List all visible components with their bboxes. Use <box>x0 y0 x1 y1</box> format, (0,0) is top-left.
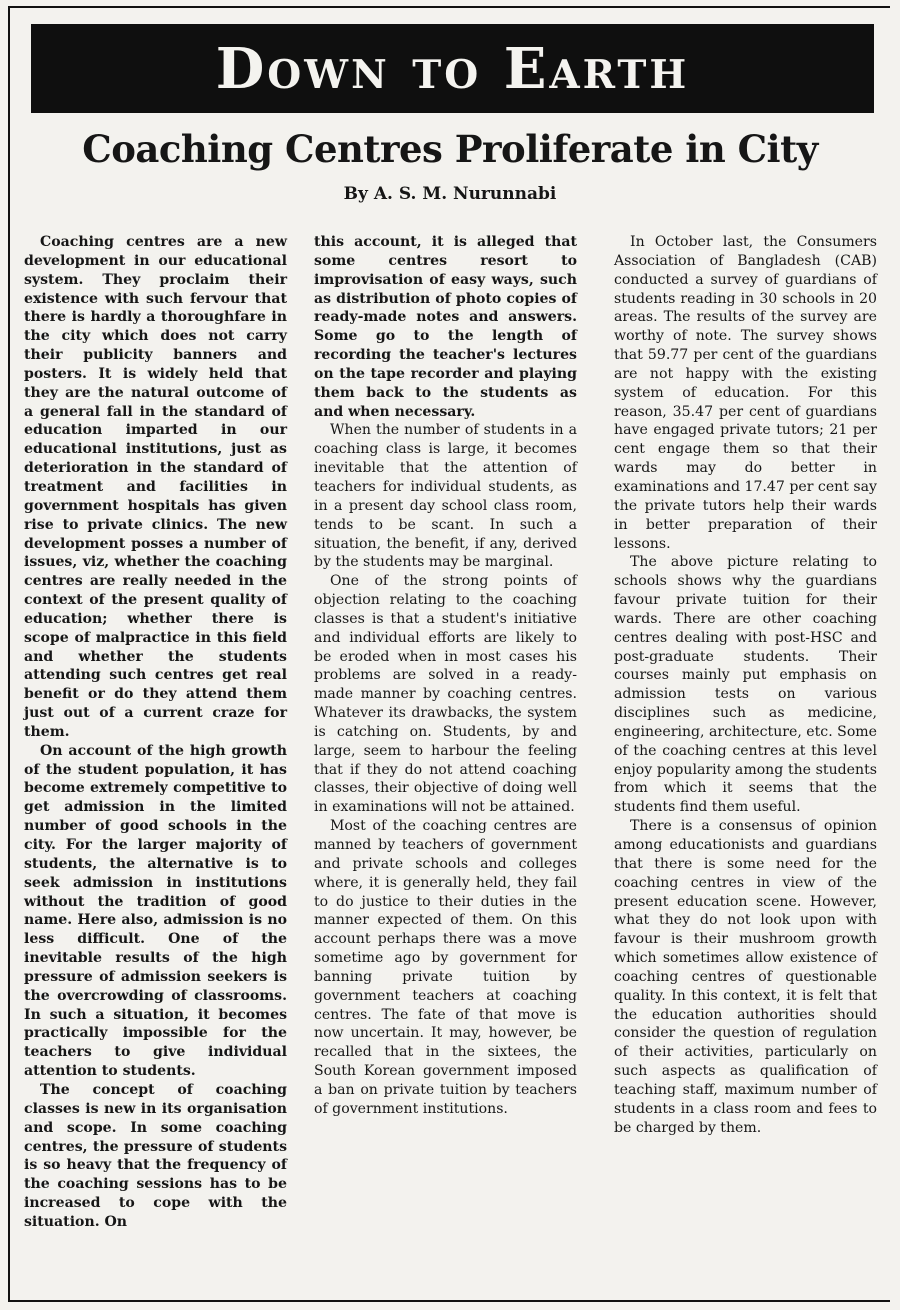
paragraph: this account, it is alleged that some centres resort to improvisation of easy ways, such as distribution of photo copies of ready-made notes and answers. Some go to the length of recording the teacher's lectures on the tape recorder and playing them back to the students as and when necessary. <box>314 234 577 420</box>
paragraph: On account of the high growth of the student population, it has become extremely competitive to get admission in the limited number of good schools in the city. For the larger majority of students, the alternative is to seek admission in institutions without the tradition of good name. Here also, admission is no less difficult. One of the inevitable results of the high pressure of admission seekers is the overcrowding of classrooms. In such a situation, it becomes practically impossible for the teachers to give individual attention to students. <box>24 742 287 1080</box>
article-byline: By A. S. M. Nurunnabi <box>343 184 557 204</box>
article-column-3 <box>614 233 877 1138</box>
paragraph: There is a consensus of opinion among educationists and guardians that there is some need for the coaching centres in view of the present education scene. However, what they do not look upon with favour is their mushroom growth which sometimes allow existence of coaching centres of questionable quality. In this context, it is felt that the education authorities should consider the question of regulation of their activities, particularly on such aspects as qualification of teaching staff, maximum number of students in a class room and fees to be charged by them. <box>614 818 877 1136</box>
paragraph: When the number of students in a coaching class is large, it becomes inevitable that the attention of teachers for individual students, as in a present day school class room, tends to be scant. In such a situation, the benefit, if any, derived by the students may be marginal. <box>314 422 577 571</box>
masthead-title: Down to Earth <box>215 35 690 102</box>
paragraph: Coaching centres are a new development in our educational system. They proclaim their existence with such fervour that there is hardly a thoroughfare in the city which does not carry their publicity banners and posters. It is widely held that they are the natural outcome of a general fall in the standard of education imparted in our educational institutions, just as deterioration in the standard of treatment and facilities in government hospitals has given rise to private clinics. The new development posses a number of issues, viz, whether the coaching centres are really needed in the context of the present quality of education; whether there is scope of malpractice in this field and whether the students attending such centres get real benefit or do they attend them just out of a current craze for them. <box>24 234 287 740</box>
article-headline: Coaching Centres Proliferate in City <box>82 127 818 171</box>
paragraph: The above picture relating to schools shows why the guardians favour private tuition for their wards. There are other coaching centres dealing with post-HSC and post-graduate students. Their courses mainly put emphasis on admission tests on various disciplines such as medicine, engineering, architecture, etc. Some of the coaching centres at this level enjoy popularity among the students from which it seems that the students find them useful. <box>614 554 878 816</box>
paragraph: One of the strong points of objection relating to the coaching classes is that a student's initiative and individual efforts are likely to be eroded when in most cases his problems are solved in a ready-made manner by coaching centres. Whatever its drawbacks, the system is catching on. Students, by and large, seem to harbour the feeling that if they do not attend coaching classes, their objective of doing well in examinations will not be attained. <box>314 573 577 816</box>
article-column-1 <box>24 233 287 1232</box>
paragraph: In October last, the Consumers Association of Bangladesh (CAB) conducted a survey of guardians of students reading in 30 schools in 20 areas. The results of the survey are worthy of note. The survey shows that 59.77 per cent of the guardians are not happy with the existing system of education. For this reason, 35.47 per cent of guardians have engaged private tutors; 21 per cent engage them so that their wards may do better in examinations and 17.47 per cent say the private tutors help their wards in better preparation of their lessons. <box>614 234 877 552</box>
paragraph: Most of the coaching centres are manned by teachers of government and private schools and colleges where, it is generally held, they fail to do justice to their duties in the manner expected of them. On this account perhaps there was a move sometime ago by government for banning private tuition by government teachers at coaching centres. The fate of that move is now uncertain. It may, however, be recalled that in the sixtees, the South Korean government imposed a ban on private tuition by teachers of government institutions. <box>314 818 577 1117</box>
article-column-2 <box>314 233 577 1119</box>
masthead-banner <box>31 24 874 113</box>
paragraph: The concept of coaching classes is new in its organisation and scope. In some coaching centres, the pressure of students is so heavy that the frequency of the coaching sessions has to be increased to cope with the situation. On <box>24 1081 287 1230</box>
